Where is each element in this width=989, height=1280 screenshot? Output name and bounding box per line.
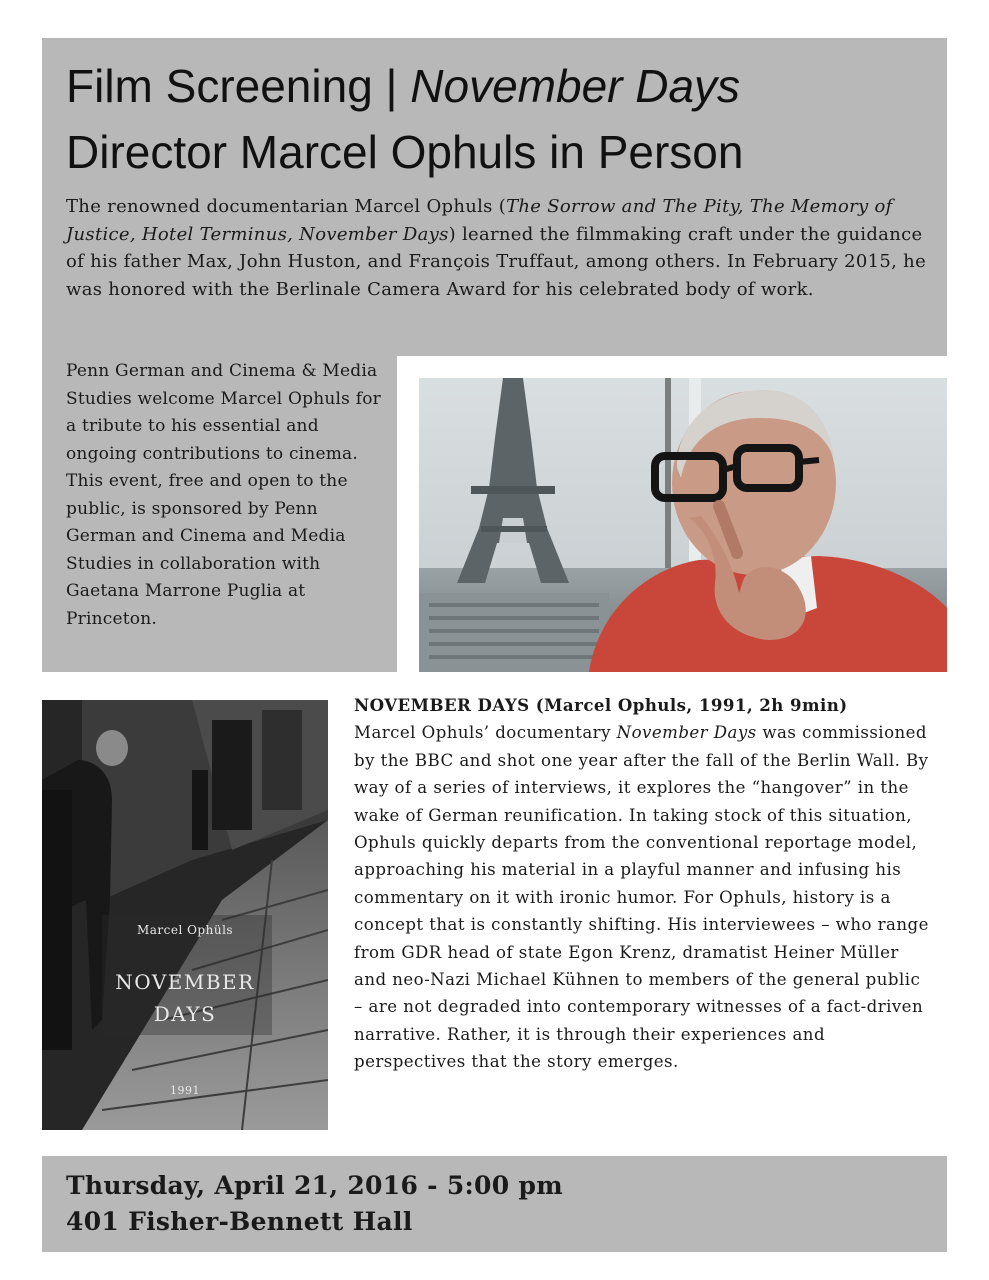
title-film: November Days xyxy=(410,60,741,112)
intro-text-a: The renowned documentarian Marcel Ophuls ( xyxy=(66,196,507,217)
intro-text-b: ) learned the filmmaking craft under the guidance of his father Max, John Huston, and François Truffaut, among others. In February 2015, he was honored with the Berlinale Camera Award for his celebrated body of work. xyxy=(66,223,927,300)
title-prefix: Film Screening | xyxy=(66,60,411,112)
info-welcome: Penn German and Cinema & Media Studies welcome Marcel Ophuls for a tribute to his essential and ongoing contributions to cinema. xyxy=(66,361,381,464)
event-datetime: Thursday, April 21, 2016 - 5:00 pm xyxy=(66,1171,563,1200)
description-film: November Days xyxy=(616,723,757,743)
info-text xyxy=(66,358,384,633)
poster-year: 1991 xyxy=(170,1084,200,1097)
info-panel xyxy=(42,356,397,672)
header-panel xyxy=(42,38,947,356)
footer-panel xyxy=(42,1156,947,1252)
photo-top-margin xyxy=(397,356,947,378)
director-photo xyxy=(419,378,947,672)
description-heading: NOVEMBER DAYS (Marcel Ophuls, 1991, 2h 9min) xyxy=(354,695,848,715)
poster-author: Marcel Ophüls xyxy=(136,923,234,937)
film-description xyxy=(354,692,934,1076)
event-location: 401 Fisher-Bennett Hall xyxy=(66,1207,413,1236)
info-sponsor: This event, free and open to the public, is sponsored by Penn German and Cinema and Media Studies in collaboration with Gaetana Marrone Puglia at Princeton. xyxy=(66,471,348,629)
intro-films: The Sorrow and The Pity, The Memory of Justice, Hotel Terminus, November Days xyxy=(66,196,893,245)
description-text-b: was commissioned by the BBC and shot one year after the fall of the Berlin Wall. By way of a series of interviews, it explores the “hangover” in the wake of German reunification. In taking stock of this situation, Ophuls quickly departs from the conventional reportage model, approaching his material in a playful manner and infusing his commentary on it with ironic humor. For Ophuls, history is a concept that is constantly shifting. His interviewees – who range from GDR head of state Egon Krenz, dramatist Heiner Müller and neo-Nazi Michael Kühnen to members of the general public – are not degraded into contemporary witnesses of a fact-driven narrative. Rather, it is through their experiences and perspectives that the story emerges. xyxy=(354,723,929,1072)
poster-title-line1: NOVEMBER xyxy=(115,970,255,994)
film-poster xyxy=(42,700,328,1130)
poster-title-line2: DAYS xyxy=(153,1002,217,1026)
page-subtitle: Director Marcel Ophuls in Person xyxy=(66,126,744,178)
page-title xyxy=(66,60,740,112)
intro-paragraph xyxy=(66,193,936,303)
description-text-a: Marcel Ophuls’ documentary xyxy=(354,723,617,743)
